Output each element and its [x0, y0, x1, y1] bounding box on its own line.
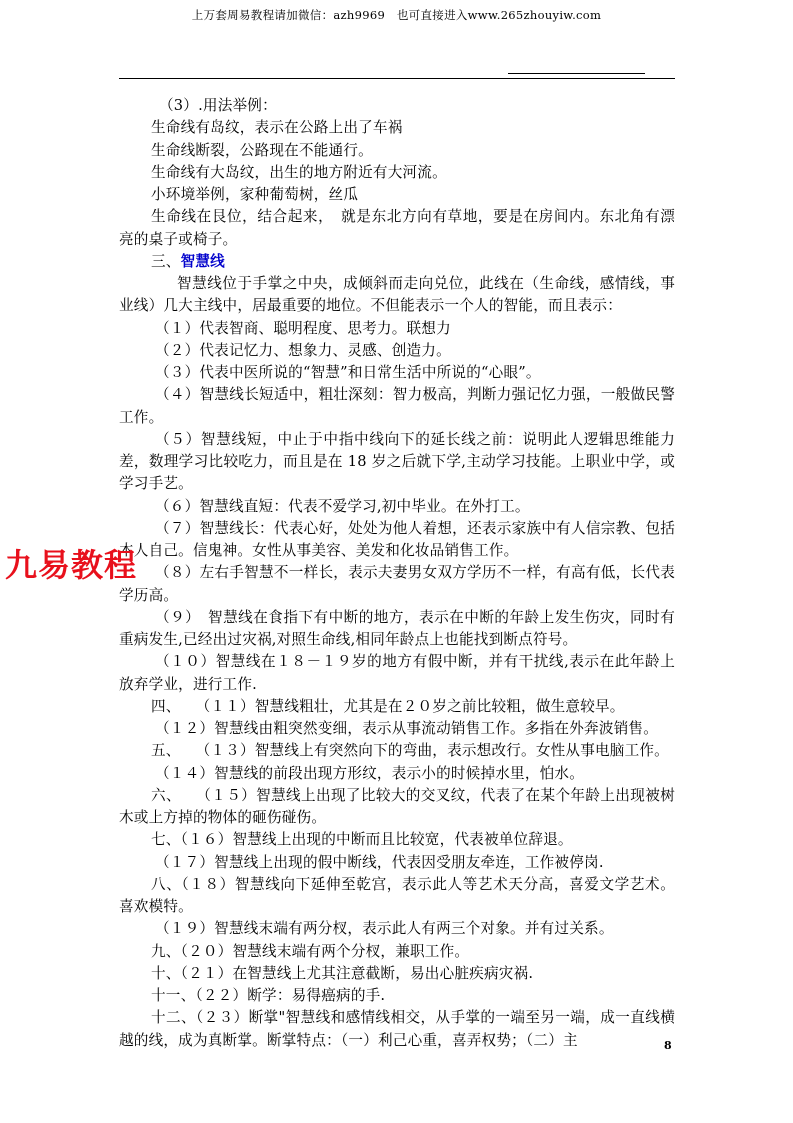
paragraph: （１０）智慧线在１８－１９岁的地方有假中断，并有干扰线,表示在此年龄上放弃学业，进行工作. — [119, 653, 675, 693]
watermark-logo: 九易教程 — [5, 546, 138, 584]
paragraph: （１）代表智商、聪明程度、思考力。联想力 — [155, 319, 451, 337]
paragraph: （５）智慧线短，中止于中指中线向下的延长线之前：说明此人逻辑思维能力差，数理学习比较吃力，而且是在 18 岁之后就下学,主动学习技能。上职业中学，或学习手艺。 — [119, 430, 675, 493]
paragraph: （１７）智慧线上出现的假中断线，代表因受朋友牵连，工作被停岗. — [155, 853, 604, 871]
paragraph: 生命线在艮位，结合起来， 就是东北方向有草地，要是在房间内。东北角有漂亮的桌子或椅子。 — [119, 208, 675, 248]
paragraph: 小环境举例，家种葡萄树，丝瓜 — [151, 186, 359, 203]
paragraph: 生命线断裂，公路现在不能通行。 — [151, 141, 373, 159]
section-heading-title: 智慧线 — [180, 252, 225, 270]
paragraph: 十、（２１）在智慧线上尤其注意截断，易出心脏疾病灾祸. — [151, 964, 534, 982]
paragraph: 生命线有大岛纹，出生的地方附近有大河流。 — [151, 163, 447, 181]
section-heading — [119, 251, 675, 273]
paragraph: 五、 （１３）智慧线上有突然向下的弯曲，表示想改行。女性从事电脑工作。 — [151, 742, 669, 760]
page-number: 8 — [664, 1039, 672, 1052]
paragraph: （１９）智慧线末端有两分杈，表示此人有两三个对象。并有过关系。 — [155, 920, 614, 938]
paragraph: （９） 智慧线在食指下有中断的地方，表示在中断的年龄上发生伤灾，同时有重病发生,已经出过灾祸,对照生命线,相同年龄点上也能找到断点符号。 — [119, 608, 675, 648]
paragraph: （６）智慧线直短：代表不爱学习,初中毕业。在外打工。 — [155, 497, 530, 515]
paragraph: 十二、（２３）断掌"智慧线和感情线相交，从手掌的一端至另一端，成一直线横越的线，成为真断掌。断掌特点：（一）利己心重，喜弄权势；（二）主 — [119, 1009, 675, 1049]
paragraph: 六、 （１５）智慧线上出现了比较大的交叉纹，代表了在某个年龄上出现被树木或上方掉的物体的砸伤碰伤。 — [119, 786, 675, 826]
header-rule — [119, 78, 675, 79]
paragraph: （８）左右手智慧不一样长，表示夫妻男女双方学历不一样，有高有低，长代表学历高。 — [119, 564, 675, 604]
paragraph: 十一、（２２）断学：易得癌病的手. — [151, 987, 386, 1004]
paragraph: 八、（１８）智慧线向下延伸至乾宫，表示此人等艺术天分高，喜爱文学艺术。喜欢模特。 — [119, 875, 675, 915]
document-body — [119, 95, 675, 1052]
paragraph: （3）.用法举例： — [159, 97, 277, 114]
paragraph: 生命线有岛纹，表示在公路上出了车祸 — [151, 119, 403, 137]
paragraph: （１２）智慧线由粗突然变细，表示从事流动销售工作。多指在外奔波销售。 — [155, 720, 658, 737]
header-short-rule — [508, 73, 645, 74]
page-header: 上万套周易教程请加微信：azh9969 也可直接进入www.265zhouyiw.com — [191, 8, 602, 22]
paragraph: （７）智慧线长：代表心好，处处为他人着想，还表示家族中有人信宗教、包括本人自己。信鬼神。女性从事美容、美发和化妆品销售工作。 — [119, 519, 675, 559]
paragraph: （３）代表中医所说的“智慧”和日常生活中所说的“心眼”。 — [155, 364, 541, 381]
paragraph: （１４）智慧线的前段出现方形纹，表示小的时候掉水里，怕水。 — [155, 764, 585, 782]
paragraph: （４）智慧线长短适中，粗壮深刻：智力极高，判断力强记忆力强，一般做民警工作。 — [119, 386, 675, 426]
section-heading-number: 三、 — [151, 252, 181, 270]
paragraph: 智慧线位于手掌之中央，成倾斜而走向兑位，此线在（生命线，感情线，事业线）几大主线中，居最重要的地位。不但能表示一个人的智能，而且表示： — [119, 275, 675, 315]
paragraph: 七、（１６）智慧线上出现的中断而且比较宽，代表被单位辞退。 — [151, 831, 573, 849]
paragraph: （２）代表记忆力、想象力、灵感、创造力。 — [155, 341, 451, 359]
paragraph: 九、（２０）智慧线末端有两个分杈，兼职工作。 — [151, 942, 470, 960]
paragraph: 四、 （１１）智慧线粗壮，尤其是在２０岁之前比较粗，做生意较早。 — [151, 697, 625, 715]
